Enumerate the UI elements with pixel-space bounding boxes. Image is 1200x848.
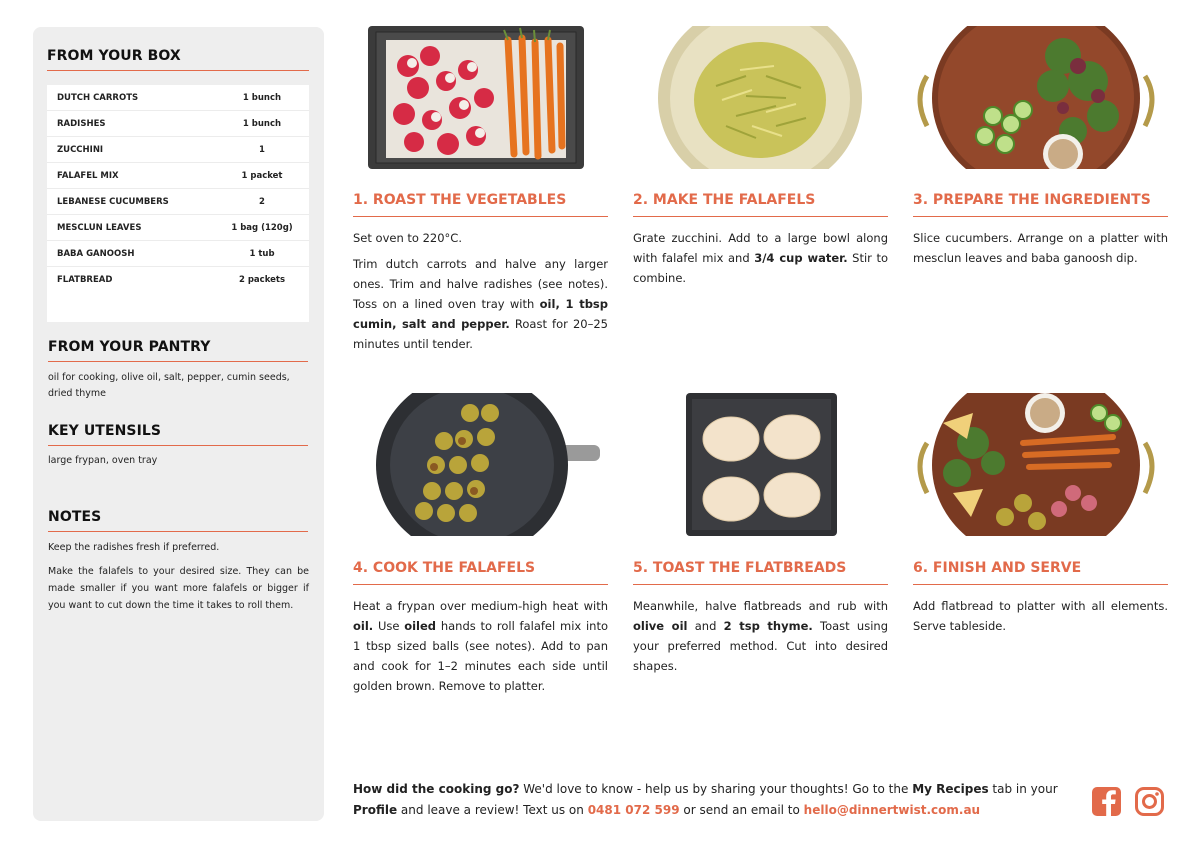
step-1-title: 1. ROAST THE VEGETABLES	[353, 192, 567, 208]
step-5-title: 5. TOAST THE FLATBREADS	[633, 560, 847, 576]
from-your-box-heading: FROM YOUR BOX	[47, 48, 181, 64]
my-recipes-link[interactable]: My Recipes	[912, 782, 989, 796]
step-5-body	[633, 596, 888, 682]
divider	[633, 584, 888, 585]
instagram-icon[interactable]	[1134, 786, 1165, 817]
ingredient-qty: 1	[259, 145, 265, 155]
step-6-body	[913, 596, 1168, 642]
ingredient-qty: 1 bunch	[242, 93, 282, 103]
step-2-text: Grate zucchini. Add to a large bowl along with falafel mix and 3/4 cup water. Stir to combine.	[633, 231, 889, 285]
notes-heading: NOTES	[48, 509, 102, 525]
table-row	[47, 111, 309, 137]
divider	[353, 584, 608, 585]
step-6-title: 6. FINISH AND SERVE	[913, 560, 1082, 576]
finished-platter-photo	[913, 393, 1159, 536]
pantry-text: oil for cooking, olive oil, salt, pepper, cumin seeds, dried thyme	[48, 372, 290, 399]
step-4-text: Heat a frypan over medium-high heat with oil. Use oiled hands to roll falafel mix into 1 tbsp sized balls (see notes). Add to pan and cook for 1–2 minutes each side until golden brown. Remove to platter.	[353, 599, 609, 693]
ingredient-qty: 1 tub	[249, 249, 275, 259]
step-2-body	[633, 228, 888, 294]
divider	[48, 361, 308, 362]
divider	[633, 216, 888, 217]
divider	[48, 445, 308, 446]
platter-ingredients-photo	[913, 26, 1159, 169]
divider	[47, 70, 309, 71]
facebook-icon[interactable]	[1091, 786, 1122, 817]
ingredient-qty: 1 bag (120g)	[231, 223, 293, 233]
ingredient-name: FLATBREAD	[57, 275, 113, 285]
divider	[913, 216, 1168, 217]
ingredient-name: MESCLUN LEAVES	[57, 223, 142, 233]
ingredient-qty: 2 packets	[238, 275, 286, 285]
step-1-text: Set oven to 220°C.	[353, 231, 462, 245]
profile-link[interactable]: Profile	[353, 803, 398, 817]
table-row	[47, 189, 309, 215]
utensils-text: large frypan, oven tray	[48, 455, 158, 466]
phone-link[interactable]: 0481 072 599	[587, 803, 680, 817]
ingredient-qty: 1 packet	[241, 171, 283, 181]
step-1-body	[353, 228, 608, 360]
step-2-title: 2. MAKE THE FALAFELS	[633, 192, 816, 208]
step-3-text: Slice cucumbers. Arrange on a platter with mesclun leaves and baba ganoosh dip.	[913, 231, 1168, 265]
ingredient-name: FALAFEL MIX	[57, 171, 119, 181]
step-4-title: 4. COOK THE FALAFELS	[353, 560, 536, 576]
table-row	[47, 267, 309, 293]
table-row	[47, 163, 309, 189]
roast-vegetables-photo	[368, 26, 584, 169]
ingredient-name: RADISHES	[57, 119, 106, 129]
table-row	[47, 241, 309, 267]
email-link[interactable]: hello@dinnertwist.com.au	[803, 803, 981, 817]
falafel-mix-bowl-photo	[656, 26, 865, 169]
feedback-footer: How did the cooking go? We'd love to know - help us by sharing your thoughts! Go to the My Recipes tab in your Profile and leave a review! Text us on 0481 072 599 or send an email to hello@dinnertwist.com.au	[353, 782, 1058, 817]
toast-flatbreads-tray-photo	[686, 393, 837, 536]
step-3-title: 3. PREPARE THE INGREDIENTS	[913, 192, 1151, 208]
sidebar	[33, 27, 324, 821]
step-1-text: Trim dutch carrots and halve any larger ones. Trim and halve radishes (see notes). Toss on a lined oven tray with oil, 1 tbsp cumin, salt and pepper. Roast for 20–25 minutes until tender.	[353, 257, 609, 351]
table-row	[47, 137, 309, 163]
feedback-question: How did the cooking go?	[353, 782, 520, 796]
step-4-body	[353, 596, 608, 702]
ingredient-name: DUTCH CARROTS	[57, 93, 139, 103]
notes-text-2: Make the falafels to your desired size. They can be made smaller if you want more falafels or bigger if you want to cut down the time it takes to roll them.	[48, 566, 309, 611]
ingredients-table	[47, 85, 309, 322]
ingredient-qty: 2	[259, 197, 265, 207]
ingredient-name: ZUCCHINI	[57, 145, 104, 155]
table-row	[47, 215, 309, 241]
ingredient-name: BABA GANOOSH	[57, 249, 135, 259]
divider	[48, 531, 308, 532]
from-your-pantry-heading: FROM YOUR PANTRY	[48, 339, 211, 355]
ingredient-name: LEBANESE CUCUMBERS	[57, 197, 169, 207]
divider	[913, 584, 1168, 585]
notes-text-1: Keep the radishes fresh if preferred.	[48, 542, 220, 553]
step-5-text: Meanwhile, halve flatbreads and rub with olive oil and 2 tsp thyme. Toast using your preferred method. Cut into desired shapes.	[633, 599, 888, 673]
divider	[353, 216, 608, 217]
cook-falafels-pan-photo	[374, 393, 600, 536]
step-6-text: Add flatbread to platter with all elements. Serve tableside.	[913, 599, 1168, 633]
step-3-body	[913, 228, 1168, 274]
table-row	[47, 85, 309, 111]
ingredient-qty: 1 bunch	[242, 119, 282, 129]
key-utensils-heading: KEY UTENSILS	[48, 423, 162, 439]
